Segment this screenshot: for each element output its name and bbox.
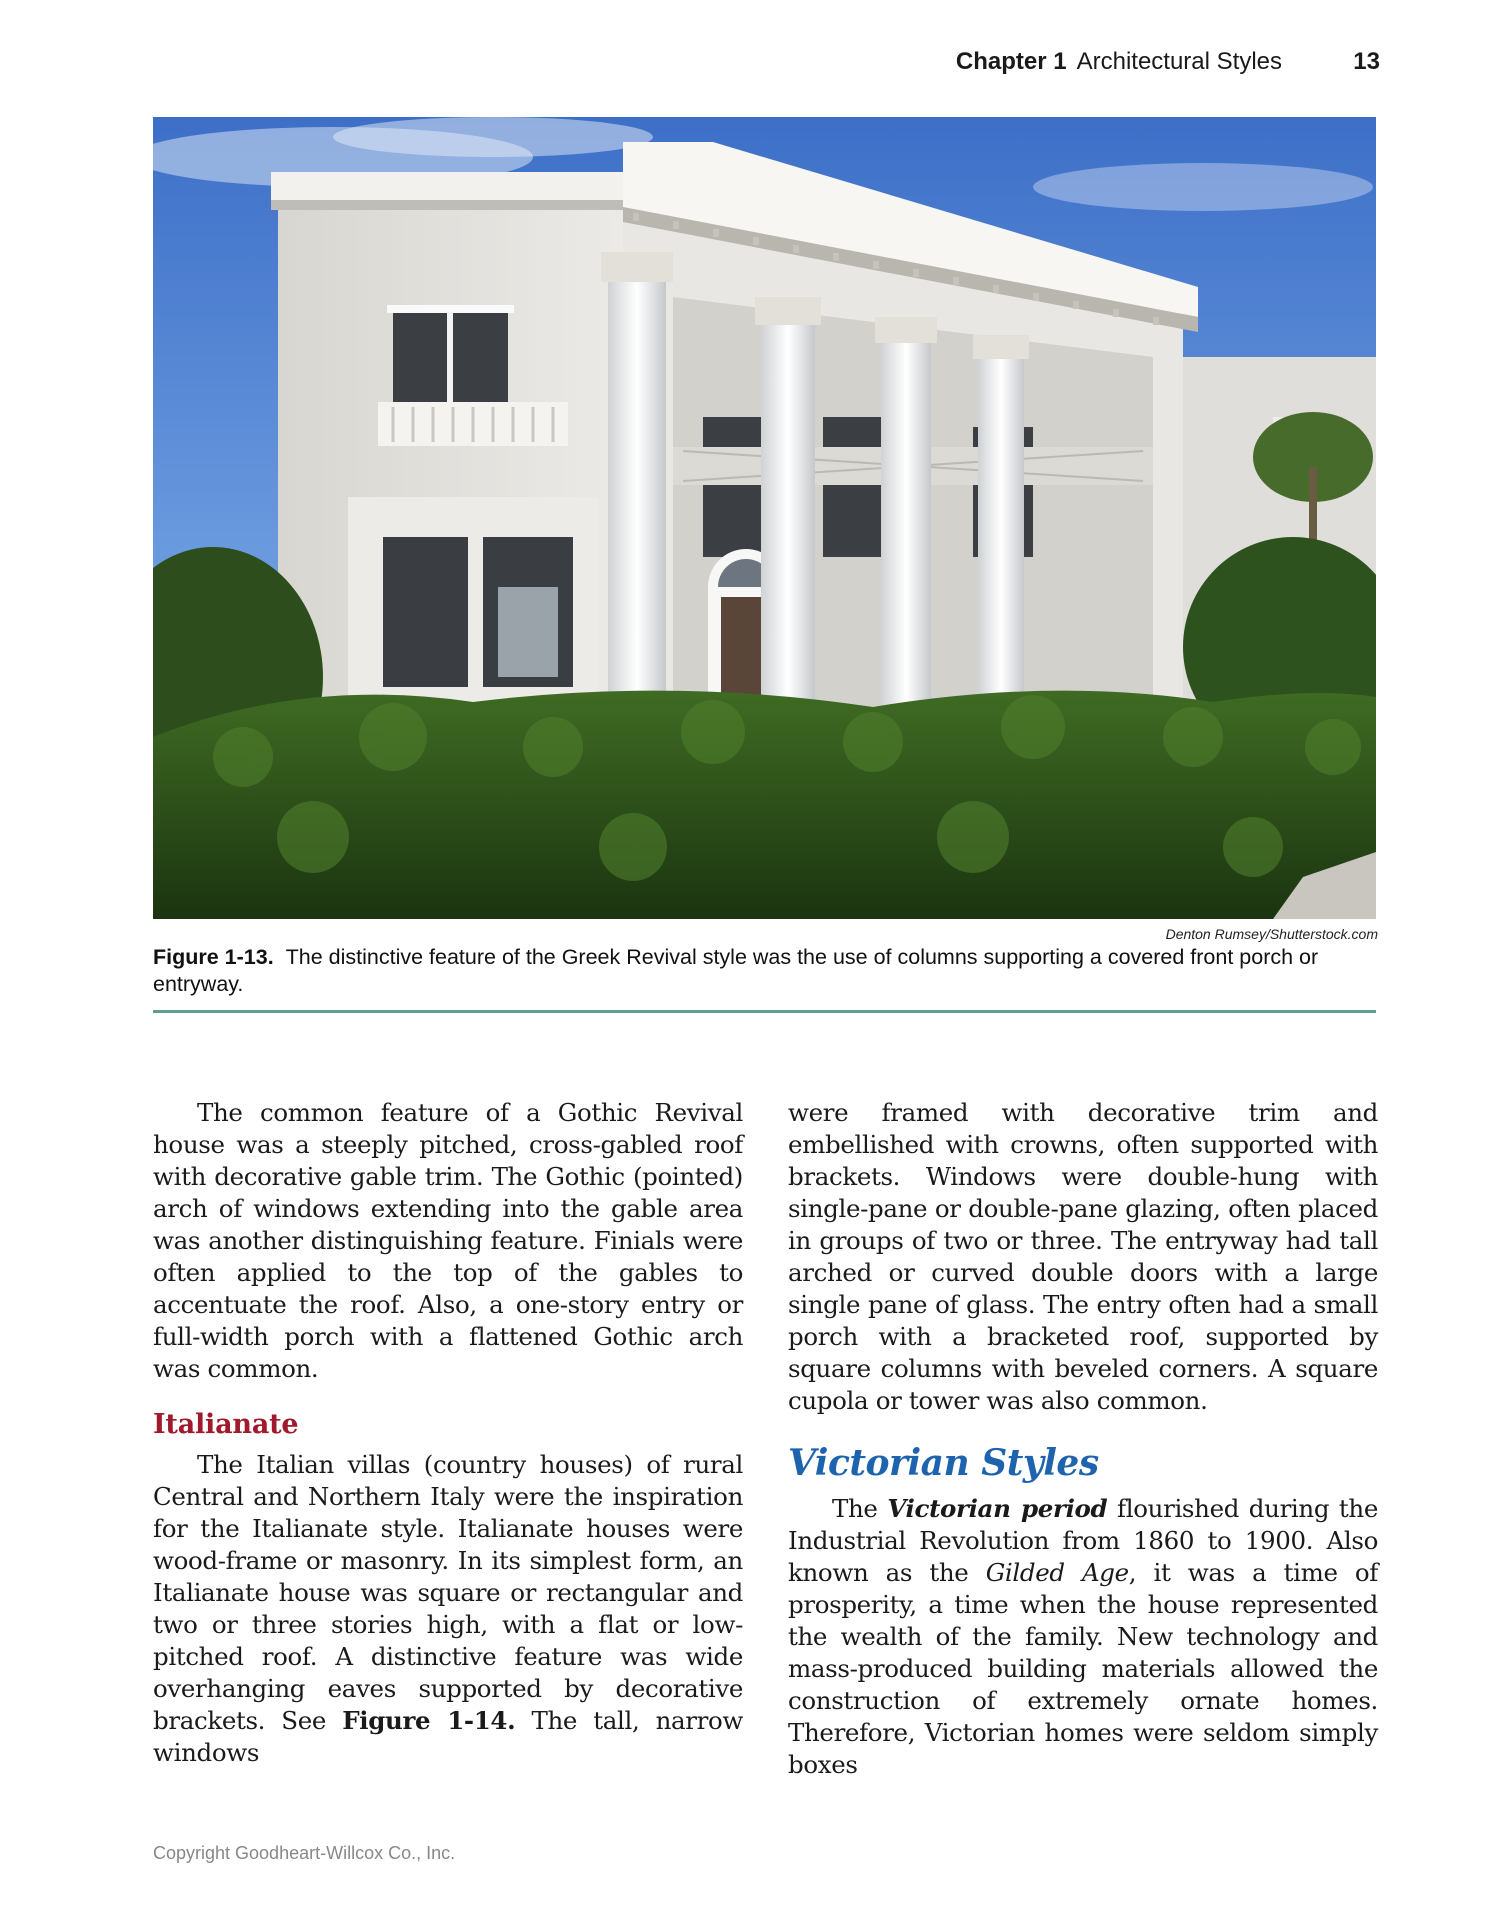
victorian-text-1: The: [832, 1494, 888, 1523]
figure-caption: [153, 944, 1376, 998]
caption-divider: [153, 1010, 1376, 1013]
greek-revival-house-photo: [153, 117, 1376, 919]
italianate-heading: Italianate: [153, 1409, 299, 1440]
italianate-text-2: The tall, narrow windows: [153, 1706, 744, 1767]
italianate-paragraph: [153, 1449, 743, 1769]
victorian-text-3: , it was a time of prosperity, a time when the house represented the wealth of the family. New technology and mass-produced building materials allowed the construction of extremely ornate homes. Therefore, Victorian homes were seldom simply boxes: [788, 1558, 1378, 1779]
copyright-footer: Copyright Goodheart-Willcox Co., Inc.: [153, 1843, 456, 1863]
gothic-revival-paragraph: The common feature of a Gothic Revival house was a steeply pitched, cross-gabled roof with decorative gable trim. The Gothic (pointed) arch of windows extending into the gable area was another distinguishing feature. Finials were often applied to the top of the gables to accentuate the roof. Also, a one-story entry or full-width porch with a flattened Gothic arch was common.: [153, 1098, 743, 1383]
victorian-period-term: Victorian period: [887, 1494, 1108, 1523]
chapter-label: Chapter 1: [955, 48, 1067, 75]
victorian-paragraph: [788, 1493, 1378, 1781]
italianate-continued-paragraph: were framed with decorative trim and embellished with crowns, often supported with brackets. Windows were double-hung with single-pane or double-pane glazing, often placed in groups of two or three. The entryway had tall arched or curved double doors with a large single pane of glass. The entry often had a small porch with a bracketed roof, supported by square columns with beveled corners. A square cupola or tower was also common.: [788, 1098, 1378, 1415]
page-number: 13: [1353, 48, 1380, 75]
figure-caption-text: The distinctive feature of the Greek Revival style was the use of columns supporting a covered front porch or entryway.: [153, 945, 1319, 996]
chapter-title: Architectural Styles: [1076, 48, 1282, 75]
chapter-info: [956, 48, 1282, 76]
right-column: [788, 1097, 1378, 1781]
photo-credit: Denton Rumsey/Shutterstock.com: [1165, 926, 1378, 942]
gilded-age-term: Gilded Age: [985, 1558, 1129, 1587]
left-column: [153, 1097, 743, 1769]
victorian-styles-heading: Victorian Styles: [788, 1442, 1099, 1484]
running-header: [0, 48, 1502, 82]
figure-label: Figure 1-13.: [153, 945, 274, 969]
victorian-text-2: flourished during the Industrial Revolution from 1860 to 1900. Also known as the: [788, 1494, 1378, 1587]
italianate-text-1: The Italian villas (country houses) of rural Central and Northern Italy were the inspiration for the Italianate style. Italianate houses were wood-frame or masonry. In its simplest form, an Italianate house was square or rectangular and two or three stories high, with a flat or low-pitched roof. A distinctive feature was wide overhanging eaves supported by decorative brackets. See: [153, 1450, 743, 1735]
figure-reference: Figure 1-14.: [342, 1706, 516, 1735]
